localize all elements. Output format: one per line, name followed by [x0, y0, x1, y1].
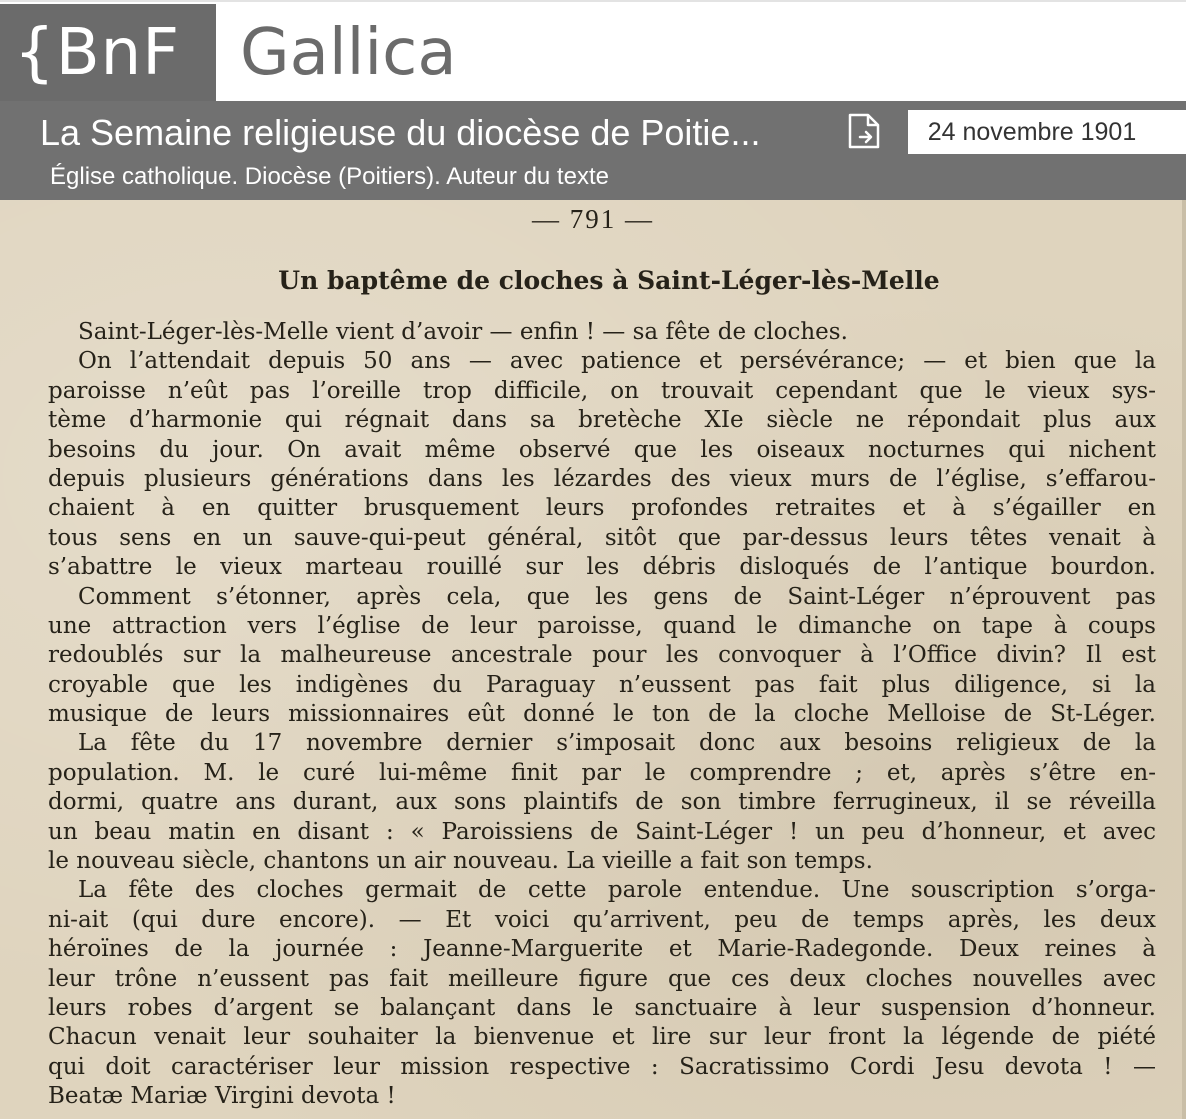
- bnf-logo[interactable]: {BnF: [0, 4, 216, 103]
- text-line: La fête des cloches germait de cette parole entendue. Une souscription s’orga-: [78, 877, 1156, 904]
- text-line: un beau matin en disant : « Paroissiens de Saint-Léger ! un peu d’honneur, et avec: [48, 818, 1156, 845]
- share-icon-graphic: [844, 111, 884, 151]
- article-title: Un baptême de cloches à Saint-Léger-lès-Melle: [278, 266, 940, 295]
- text-line: besoins du jour. On avait même observé que les oiseaux nocturnes qui nichent: [48, 436, 1156, 463]
- text-line: paroisse n’eût pas l’oreille trop difficile, on trouvait cependant que le vieux sys-: [48, 377, 1156, 404]
- text-line: héroïnes de la journée : Jeanne-Marguerite et Marie-Radegonde. Deux reines à: [48, 936, 1156, 963]
- document-title[interactable]: La Semaine religieuse du diocèse de Poitie...: [40, 112, 761, 153]
- text-line: population. M. le curé lui-même finit par le comprendre ; et, après s’être en-: [48, 759, 1156, 786]
- issue-date[interactable]: 24 novembre 1901: [908, 110, 1186, 154]
- text-line: Comment s’étonner, après cela, que les gens de Saint-Léger n’éprouvent pas: [78, 583, 1156, 610]
- page-number: — 791 —: [532, 204, 654, 234]
- scan-edge: [1182, 200, 1186, 1119]
- document-info-bar: [0, 101, 1186, 200]
- text-line: qui doit caractériser leur mission respective : Sacratissimo Cordi Jesu devota ! —: [48, 1053, 1156, 1080]
- text-line: Chacun venait leur souhaiter la bienvenue et lire sur leur front la légende de piété: [48, 1024, 1156, 1051]
- text-line: On l’attendait depuis 50 ans — avec patience et persévérance; — et bien que la: [78, 348, 1156, 375]
- document-author: Église catholique. Diocèse (Poitiers). Auteur du texte: [50, 163, 609, 190]
- page-scan-viewer[interactable]: [0, 200, 1186, 1119]
- text-line: dormi, quatre ans durant, aux sons plaintifs de son timbre ferrugineux, il se réveilla: [48, 789, 1156, 816]
- text-line: chaient à en quitter brusquement leurs profondes retraites et à s’égailler en: [48, 495, 1156, 522]
- text-line: leurs robes d’argent se balançant dans le sanctuaire à leur suspension d’honneur.: [48, 994, 1156, 1021]
- top-header: [0, 0, 1186, 101]
- text-line: Beatæ Mariæ Virgini devota !: [48, 1083, 396, 1110]
- text-line: croyable que les indigènes du Paraguay n’eussent pas fait plus diligence, si la: [48, 671, 1156, 698]
- text-line: musique de leurs missionnaires eût donné le ton de la cloche Melloise de St-Léger.: [48, 701, 1156, 728]
- text-line: ni-ait (qui dure encore). — Et voici qu’arrivent, peu de temps après, les deux: [48, 906, 1156, 933]
- text-line: Saint-Léger-lès-Melle vient d’avoir — enfin ! — sa fête de cloches.: [78, 319, 848, 345]
- text-line: le nouveau siècle, chantons un air nouveau. La vieille a fait son temps.: [48, 848, 873, 875]
- article-body: [48, 318, 1156, 1112]
- text-line: depuis plusieurs générations dans les lézardes des vieux murs de l’église, s’effarou-: [48, 465, 1156, 492]
- text-line: leur trône n’eussent pas fait meilleure figure que ces deux cloches nouvelles avec: [48, 965, 1156, 992]
- gallica-logo[interactable]: Gallica: [240, 16, 457, 90]
- text-line: une attraction vers l’église de leur paroisse, quand le dimanche on tape à coups: [48, 612, 1156, 639]
- text-line: tème d’harmonie qui régnait dans sa bretèche XIe siècle ne répondait plus aux: [48, 407, 1156, 434]
- share-icon[interactable]: [844, 111, 884, 151]
- text-line: s’abattre le vieux marteau rouillé sur les débris disloqués de l’antique bourdon.: [48, 554, 1156, 581]
- text-line: tous sens en un sauve-qui-peut général, sitôt que par-dessus leurs têtes venait à: [48, 524, 1156, 551]
- text-line: La fête du 17 novembre dernier s’imposait donc aux besoins religieux de la: [78, 730, 1156, 757]
- text-line: redoublés sur la malheureuse ancestrale pour les convoquer à l’Office divin? Il est: [48, 642, 1156, 669]
